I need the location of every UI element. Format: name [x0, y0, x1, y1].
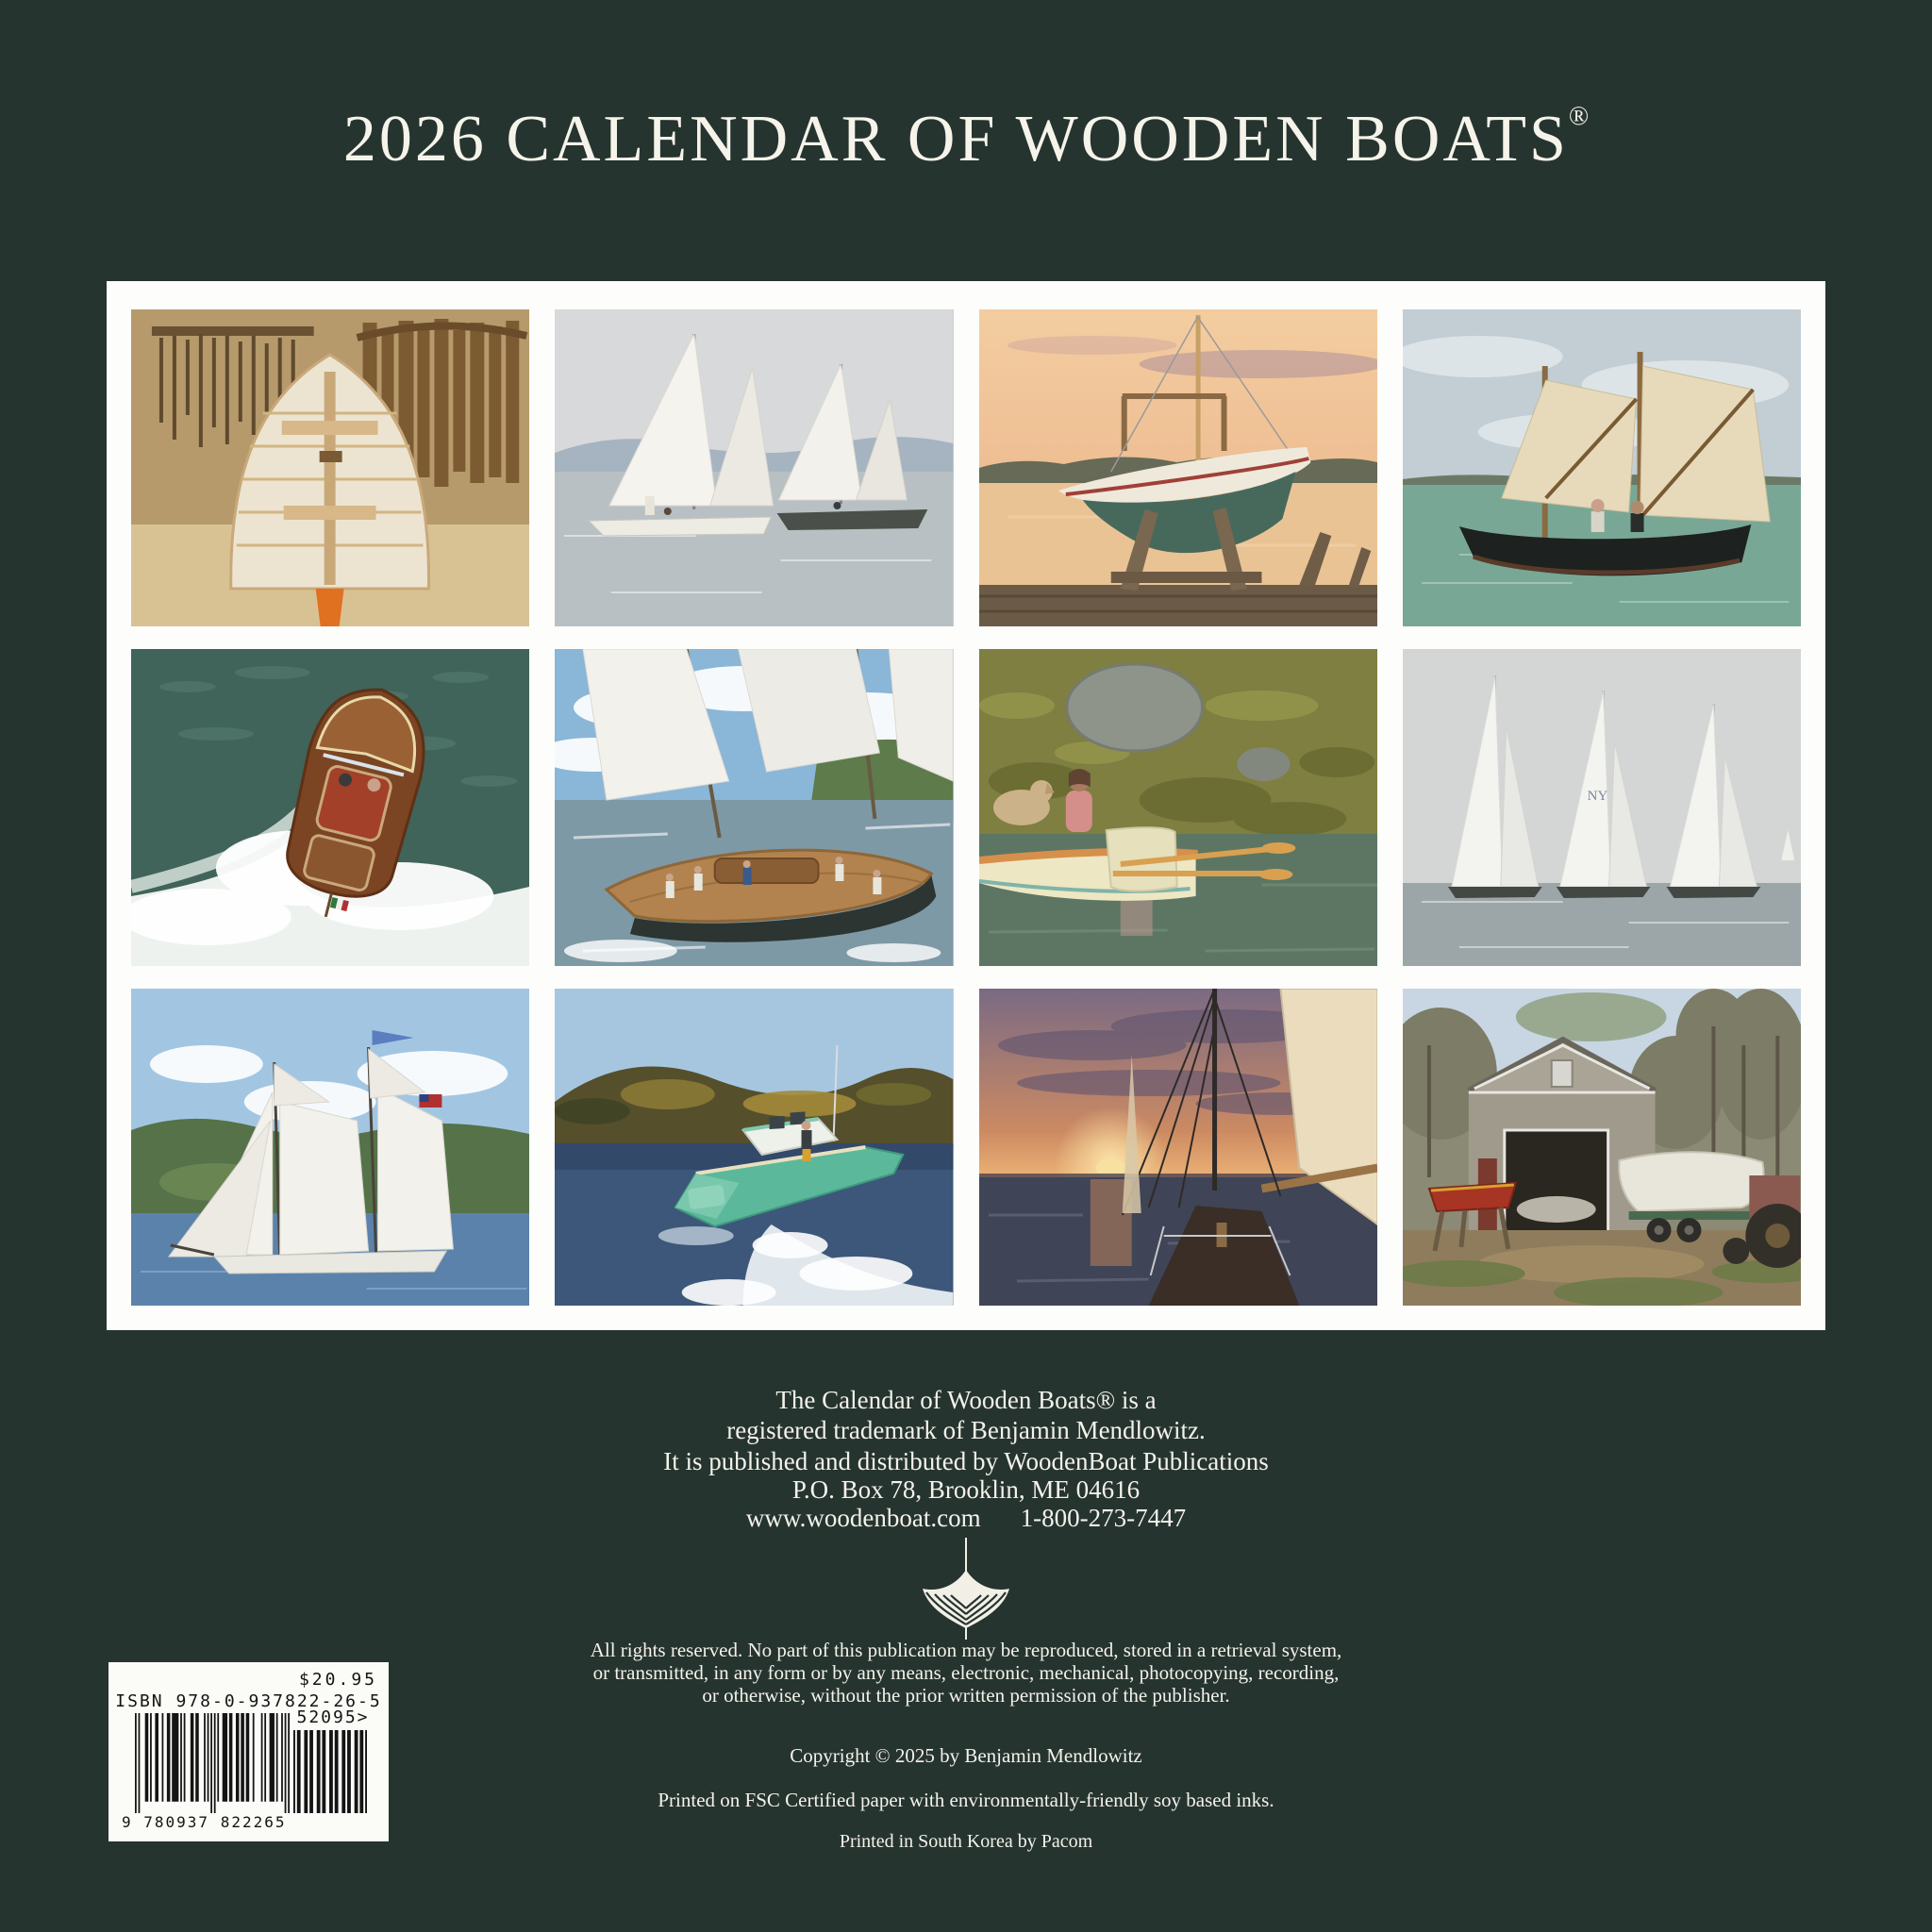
photo-schooner-deck-illustration: [555, 649, 953, 966]
barcode-supplement-label: 52095>: [296, 1707, 370, 1727]
photo-sunset-haulout: [979, 309, 1377, 626]
barcode-block: [108, 1662, 389, 1841]
photo-dinghy-woman-and-dog: [979, 649, 1377, 966]
photo-dinghy-illustration: [979, 649, 1377, 966]
printed-in-note: Printed in South Korea by Pacom: [839, 1831, 1093, 1852]
photo-grid-panel: [107, 281, 1825, 1330]
title-text: 2026 CALENDAR OF WOODEN BOATS: [342, 103, 1569, 175]
woodenboat-hull-lines-logo: [915, 1538, 1017, 1643]
ean-barcode: [135, 1713, 290, 1813]
photo-sunset-from-bow: [979, 989, 1377, 1306]
sail-insignia-text: NY: [1587, 788, 1608, 805]
photo-runabout-illustration: [131, 649, 529, 966]
photo-lobster-boat-illustration: [555, 989, 953, 1306]
photo-schooner-under-full-sail: [131, 989, 529, 1306]
hull-lines-logo-icon: [915, 1538, 1017, 1643]
photo-classic-sloops-illustration: [555, 309, 953, 626]
trademark-line-2: registered trademark of Benjamin Mendlowitz.: [726, 1416, 1206, 1444]
photo-ny30-sloops-racing: [1403, 649, 1801, 966]
publisher-address: P.O. Box 78, Brooklin, ME 04616: [791, 1475, 1141, 1504]
photo-spritsail-boat-illustration: [1403, 309, 1801, 626]
publisher-info: [0, 1447, 1932, 1532]
photo-black-spritsail-boat: [1403, 309, 1801, 626]
photo-mahogany-runabout: [131, 649, 529, 966]
photo-sunset-bow-illustration: [979, 989, 1377, 1306]
photo-boathouse-illustration: [1403, 989, 1801, 1306]
photo-ny30-race-illustration: [1403, 649, 1801, 966]
photo-green-lobster-boat: [555, 989, 953, 1306]
photo-sunset-haulout-illustration: [979, 309, 1377, 626]
photo-schooner-full-sail-illustration: [131, 989, 529, 1306]
publisher-contact: [0, 1504, 1932, 1532]
ean-digits: 9 780937 822265: [122, 1813, 287, 1831]
photo-boathouse-haulout: [1403, 989, 1801, 1306]
isbn-number: ISBN 978-0-937822-26-5: [115, 1691, 382, 1711]
photo-classic-sloops-racing: [555, 309, 953, 626]
photo-hull-construction-illustration: [131, 309, 529, 626]
photo-hull-construction-workshop: [131, 309, 529, 626]
trademark-line-1: The Calendar of Wooden Boats® is a: [775, 1386, 1157, 1414]
publisher-line-1: It is published and distributed by WoodenBoat Publications: [663, 1447, 1269, 1475]
page-title: [0, 102, 1932, 177]
ean-supplement-barcode: [293, 1730, 367, 1813]
photo-schooner-crew-deck: [555, 649, 953, 966]
copyright-line: Copyright © 2025 by Benjamin Mendlowitz: [790, 1744, 1142, 1767]
rights-line-1: All rights reserved. No part of this publication may be reproduced, stored in a retrieval system,: [590, 1639, 1342, 1661]
publisher-phone: 1-800-273-7447: [1020, 1504, 1187, 1532]
trademark-note: [0, 1385, 1932, 1445]
publisher-website: www.woodenboat.com: [745, 1504, 981, 1532]
registered-mark: ®: [1568, 102, 1590, 131]
rights-line-2: or transmitted, in any form or by any means, electronic, mechanical, photocopying, recording,: [592, 1661, 1340, 1684]
price: $20.95: [298, 1670, 377, 1690]
rights-line-3: or otherwise, without the prior written permission of the publisher.: [702, 1684, 1230, 1707]
paper-note: Printed on FSC Certified paper with environmentally-friendly soy based inks.: [658, 1789, 1274, 1811]
